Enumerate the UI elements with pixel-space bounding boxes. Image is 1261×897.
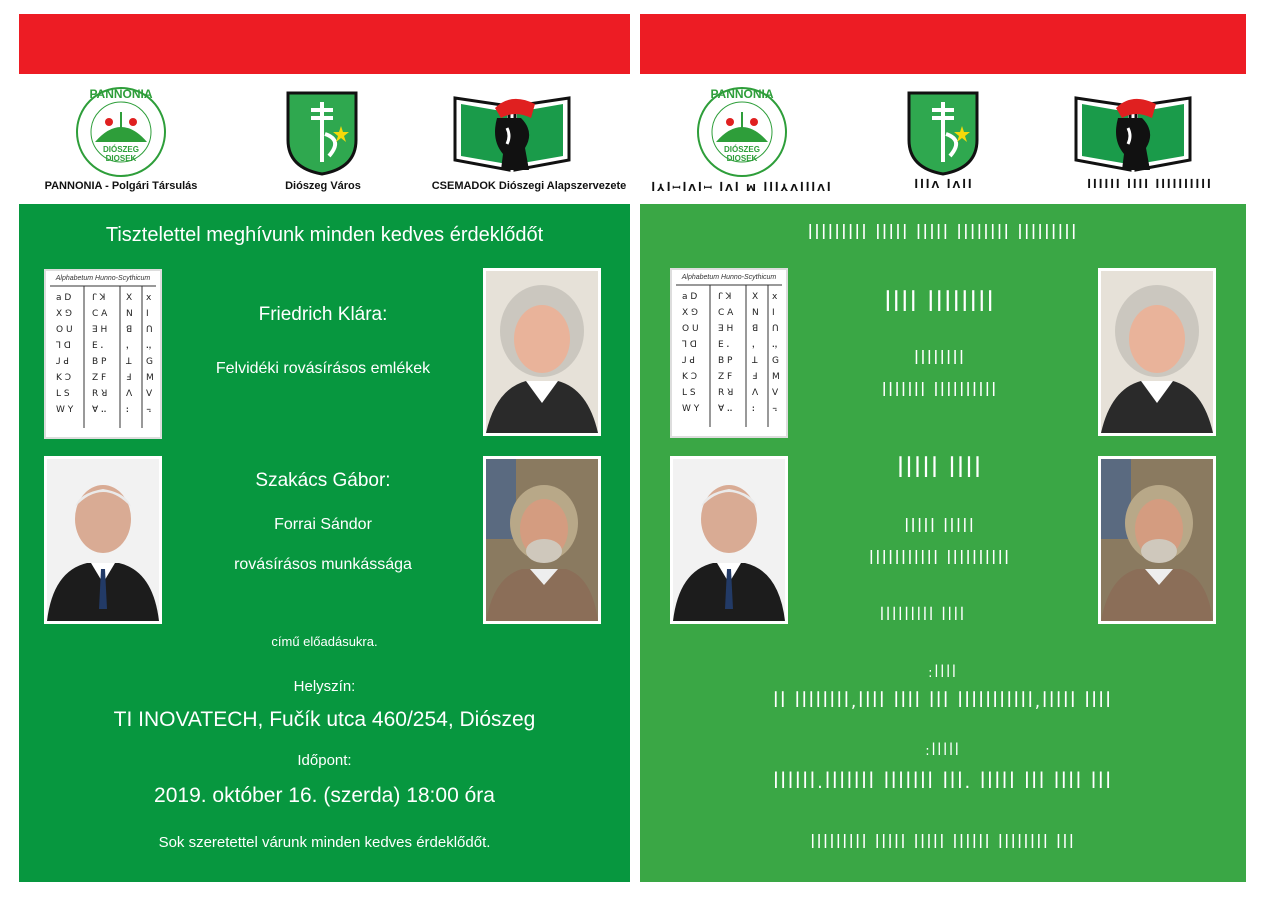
dioszeg-coat-of-arms — [285, 90, 359, 176]
svg-text:ꓯ ꓺ: ꓯ ꓺ — [92, 405, 107, 415]
speaker1-topic: Felvidéki rovásírásos emlékek — [215, 360, 431, 377]
svg-text:ꓡ ꓢ: ꓡ ꓢ — [56, 389, 70, 399]
speaker2-topic-line2: rovásírásos munkássága — [234, 556, 412, 573]
rune-table-drawing — [672, 281, 786, 431]
pannonia-logo — [73, 82, 169, 182]
invitation-heading: Tisztelettel meghívunk minden kedves érdeklődőt — [105, 224, 544, 246]
svg-text:x: x — [772, 292, 778, 302]
invitation-heading-runic: ꟾꟾꟾꟾꟾꟾꟾꟾꟾ ꟾꟾꟾꟾꟾ ꟾꟾꟾꟾꟾ ꟾꟾꟾꟾꟾꟾꟾꟾ ꟾꟾꟾꟾꟾꟾꟾꟾꟾ — [807, 224, 1079, 243]
lectures-text: című előadásukra. — [271, 634, 378, 649]
rune-alphabet-image — [44, 269, 162, 439]
closing-text: Sok szeretettel várunk minden kedves érdeklődőt. — [158, 834, 491, 851]
svg-text:X ꓨ: X ꓨ — [682, 308, 699, 318]
svg-text:ꓩ ꓘ: ꓩ ꓘ — [718, 292, 732, 302]
venue-label-runic: :ꟾꟾꟾꟾ — [928, 666, 958, 681]
pannonia-logo-top-text: PANNONIA — [710, 87, 774, 101]
svg-text:ꓕ: ꓕ — [126, 357, 132, 367]
svg-text:ꓱ ꓧ: ꓱ ꓧ — [92, 325, 108, 335]
speaker2-topic-line1: Forrai Sándor — [274, 516, 372, 533]
svg-text:ꓚ ꓮ: ꓚ ꓮ — [92, 309, 108, 319]
time-text: 2019. október 16. (szerda) 18:00 óra — [154, 784, 495, 807]
svg-text:ꓐ ꓑ: ꓐ ꓑ — [718, 356, 733, 366]
svg-text:ꓠ: ꓠ — [126, 309, 133, 319]
forrai-sandor-photo — [44, 456, 162, 624]
svg-text:ꓜ ꓝ: ꓜ ꓝ — [92, 373, 107, 383]
svg-text:X ꓨ: X ꓨ — [56, 309, 73, 319]
svg-text:ꓐ ꓑ: ꓐ ꓑ — [92, 357, 107, 367]
speaker1-topic-line2-runic: ꟾꟾꟾꟾꟾꟾꟾ ꟾꟾꟾꟾꟾꟾꟾꟾꟾꟾ — [882, 382, 998, 400]
pannonia-logo — [694, 82, 790, 182]
svg-text:ꓲ: ꓲ — [146, 309, 149, 319]
svg-text:ꓻ: ꓻ — [772, 340, 778, 350]
speaker2-photo — [483, 456, 601, 624]
csemadok-logo — [1072, 88, 1194, 174]
svg-text:ꓪ ꓬ: ꓪ ꓬ — [56, 405, 74, 415]
venue-text-runic: ꟾꟾ ꟾꟾꟾꟾꟾꟾꟾꟾ,ꟾꟾꟾꟾ ꟾꟾꟾꟾ ꟾꟾꟾ ꟾꟾꟾꟾꟾꟾꟾꟾꟾꟾꟾ,ꟾꟾꟾꟾꟾ ꟾꟾꟾꟾ — [773, 692, 1113, 712]
svg-text:ꓟ: ꓟ — [146, 373, 154, 383]
red-header-bar — [640, 14, 1246, 74]
svg-text:ꓖ: ꓖ — [772, 356, 779, 366]
svg-text:ꓵ: ꓵ — [146, 325, 153, 335]
csemadok-caption-runic: ꟾꟾꟾꟾꟾꟾ ꟾꟾꟾꟾ ꟾꟾꟾꟾꟾꟾꟾꟾꟾꟾ — [1087, 180, 1213, 191]
svg-text:ꓫ: ꓫ — [752, 292, 759, 302]
svg-text:ꓽ: ꓽ — [752, 404, 755, 414]
rune-table-drawing — [46, 282, 160, 432]
svg-text:ꓣ ꓤ: ꓣ ꓤ — [718, 388, 734, 398]
pannonia-caption: PANNONIA - Polgári Társulás — [44, 180, 198, 192]
svg-text:ꓶ ꓷ: ꓶ ꓷ — [56, 341, 71, 351]
svg-text:ꓜ ꓝ: ꓜ ꓝ — [718, 372, 733, 382]
svg-text:ꓦ: ꓦ — [772, 388, 779, 398]
svg-text:ꓞ: ꓞ — [126, 373, 132, 383]
svg-text:ꓙ ꓒ: ꓙ ꓒ — [682, 356, 695, 366]
poster-runic — [640, 14, 1246, 882]
svg-text:ꓫ: ꓫ — [126, 293, 133, 303]
speaker2-topic-line2-runic: ꟾꟾꟾꟾꟾꟾꟾꟾꟾꟾꟾ ꟾꟾꟾꟾꟾꟾꟾꟾꟾꟾ — [869, 550, 1011, 568]
svg-text:꓾: ꓾ — [146, 405, 152, 415]
svg-text:ꓪ ꓬ: ꓪ ꓬ — [682, 404, 700, 414]
venue-text: TI INOVATECH, Fučík utca 460/254, Diószeg — [113, 708, 536, 731]
speaker1-photo — [483, 268, 601, 436]
speaker1-photo — [1098, 268, 1216, 436]
speaker1-topic-line1-runic: ꟾꟾꟾꟾꟾꟾꟾꟾ — [914, 350, 966, 368]
time-text-runic: ꟾꟾꟾꟾꟾꟾ.ꟾꟾꟾꟾꟾꟾꟾ ꟾꟾꟾꟾꟾꟾꟾ ꟾꟾꟾ. ꟾꟾꟾꟾꟾ ꟾꟾꟾ ꟾꟾꟾꟾ ꟾꟾꟾ — [773, 772, 1113, 793]
dioszeg-caption-runic: ꟾꟾꟾɅ ꟾɅꟾꟾ — [914, 180, 974, 191]
venue-label: Helyszín: — [293, 678, 356, 695]
svg-text:ꓠ: ꓠ — [752, 308, 759, 318]
invitation-body — [19, 204, 630, 882]
speaker1-name: Friedrich Klára: — [258, 304, 388, 325]
time-label: Időpont: — [297, 752, 352, 769]
svg-text:ꓟ: ꓟ — [772, 372, 780, 382]
speaker2-photo — [1098, 456, 1216, 624]
svg-text:ꓹ: ꓹ — [752, 340, 755, 350]
svg-text:ꓥ: ꓥ — [126, 389, 133, 399]
svg-text:ꓳ ꓴ: ꓳ ꓴ — [56, 325, 73, 335]
svg-text:ꓡ ꓢ: ꓡ ꓢ — [682, 388, 696, 398]
svg-text:ꓽ: ꓽ — [126, 405, 129, 415]
svg-text:ꓯ ꓺ: ꓯ ꓺ — [718, 404, 733, 414]
svg-text:ꓞ: ꓞ — [752, 372, 758, 382]
pannonia-caption-runic: ꟾ⅄ꟾꟷꟾɅꟾꟷ ꟾɅꟾ ꟽ ꟾꟾꟾ⅄ɅꟾꟾꟾɅꟾ — [651, 183, 833, 194]
svg-text:a ꓓ: a ꓓ — [56, 293, 72, 303]
speaker1-name-runic: ꟾꟾꟾꟾ ꟾꟾꟾꟾꟾꟾꟾꟾ — [884, 292, 996, 317]
svg-text:DIÓSZEG: DIÓSZEG — [102, 145, 140, 154]
svg-text:ꓗ ꓛ: ꓗ ꓛ — [682, 372, 698, 382]
svg-text:ꓶ ꓷ: ꓶ ꓷ — [682, 340, 697, 350]
speaker2-topic-line1-runic: ꟾꟾꟾꟾꟾ ꟾꟾꟾꟾꟾ — [904, 518, 976, 536]
svg-text:ꓵ: ꓵ — [772, 324, 779, 334]
svg-text:ꓖ: ꓖ — [146, 357, 153, 367]
svg-text:꓾: ꓾ — [772, 404, 778, 414]
svg-text:ꓰ ꓸ: ꓰ ꓸ — [718, 340, 730, 350]
svg-text:ꓩ ꓘ: ꓩ ꓘ — [92, 293, 106, 303]
svg-text:DIÓSZEG: DIÓSZEG — [723, 145, 761, 154]
dioszeg-caption: Diószeg Város — [285, 180, 361, 192]
svg-text:ꓱ ꓧ: ꓱ ꓧ — [718, 324, 734, 334]
svg-text:ꓕ: ꓕ — [752, 356, 758, 366]
svg-text:a ꓓ: a ꓓ — [682, 292, 698, 302]
dioszeg-coat-of-arms — [906, 90, 980, 176]
csemadok-caption: CSEMADOK Diószegi Alapszervezete — [431, 180, 627, 192]
svg-text:ꓗ ꓛ: ꓗ ꓛ — [56, 373, 72, 383]
forrai-sandor-photo — [670, 456, 788, 624]
svg-text:ꓭ: ꓭ — [126, 325, 133, 335]
speaker2-name-runic: ꟾꟾꟾꟾꟾ ꟾꟾꟾꟾ — [897, 458, 983, 483]
svg-text:ꓲ: ꓲ — [772, 308, 775, 318]
poster-hungarian — [19, 14, 630, 882]
sponsor-logos — [640, 74, 1246, 204]
rune-alphabet-image — [670, 268, 788, 438]
svg-text:DIOSEK: DIOSEK — [105, 154, 137, 163]
sponsor-logos — [19, 74, 630, 204]
svg-text:ꓹ: ꓹ — [126, 341, 129, 351]
red-header-bar — [19, 14, 630, 74]
speaker2-name: Szakács Gábor: — [255, 470, 391, 491]
svg-text:ꓣ ꓤ: ꓣ ꓤ — [92, 389, 108, 399]
svg-text:ꓙ ꓒ: ꓙ ꓒ — [56, 357, 69, 367]
lectures-text-runic: ꟾꟾꟾꟾꟾꟾꟾꟾꟾ ꟾꟾꟾꟾ — [879, 608, 967, 624]
svg-text:ꓥ: ꓥ — [752, 388, 759, 398]
pannonia-logo-top-text: PANNONIA — [89, 87, 153, 101]
time-label-runic: :ꟾꟾꟾꟾꟾ — [925, 744, 961, 759]
svg-text:x: x — [146, 293, 152, 303]
closing-text-runic: ꟾꟾꟾꟾꟾꟾꟾꟾꟾ ꟾꟾꟾꟾꟾ ꟾꟾꟾꟾꟾ ꟾꟾꟾꟾꟾꟾ ꟾꟾꟾꟾꟾꟾꟾꟾ ꟾꟾꟾ — [810, 834, 1076, 852]
svg-text:ꓭ: ꓭ — [752, 324, 759, 334]
alphabet-title: Alphabetum Hunno-Scythicum — [55, 275, 151, 282]
svg-text:DIOSEK: DIOSEK — [726, 154, 758, 163]
svg-text:ꓳ ꓴ: ꓳ ꓴ — [682, 324, 699, 334]
svg-text:ꓦ: ꓦ — [146, 389, 153, 399]
svg-text:ꓰ ꓸ: ꓰ ꓸ — [92, 341, 104, 351]
svg-text:ꓻ: ꓻ — [146, 341, 152, 351]
csemadok-logo — [451, 88, 573, 174]
svg-text:ꓚ ꓮ: ꓚ ꓮ — [718, 308, 734, 318]
alphabet-title: Alphabetum Hunno-Scythicum — [681, 274, 777, 281]
invitation-body-runic — [640, 204, 1246, 882]
